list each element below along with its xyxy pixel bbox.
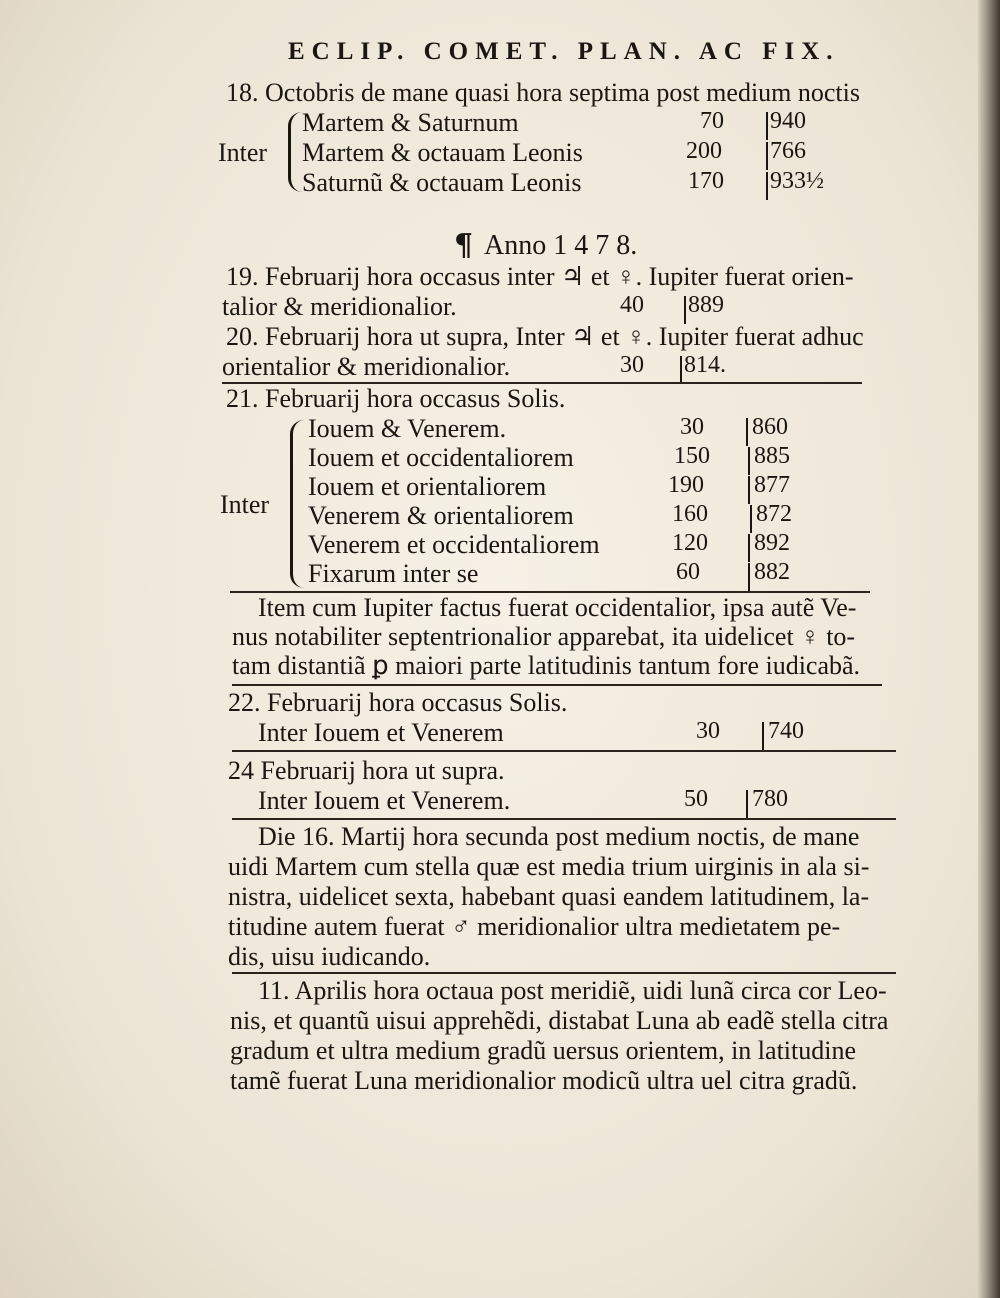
rule bbox=[232, 684, 882, 686]
column-rule bbox=[748, 563, 750, 591]
row-text: Iouem et orientaliorem bbox=[308, 472, 547, 501]
row-value-1: 190 bbox=[668, 472, 704, 498]
entry-20-line: 20. Februarij hora ut supra, Inter ♃ et ♀. Iupiter fuerat adhuc bbox=[226, 322, 864, 351]
paragraph-line: Item cum Iupiter factus fuerat occidentalior, ipsa autẽ Ve- bbox=[258, 593, 857, 622]
entry-22-line: 22. Februarij hora occasus Solis. bbox=[228, 688, 568, 717]
rule bbox=[232, 972, 896, 974]
column-rule bbox=[684, 296, 686, 324]
row-value-1: 70 bbox=[700, 108, 724, 134]
row-value-1: 160 bbox=[672, 501, 708, 527]
inter-label: Inter bbox=[220, 490, 270, 519]
row-value-1: 40 bbox=[620, 292, 644, 318]
entry-22-line: Inter Iouem et Venerem bbox=[258, 718, 504, 747]
row-value-2: 766 bbox=[770, 138, 806, 164]
column-rule bbox=[748, 447, 750, 475]
pilcrow-icon: ¶ bbox=[454, 228, 474, 263]
row-value-1: 170 bbox=[688, 168, 724, 194]
row-value-2: 814. bbox=[684, 352, 726, 378]
row-value-2: 740 bbox=[768, 718, 804, 744]
entry-20-line: orientalior & meridionalior. bbox=[222, 352, 511, 381]
column-rule bbox=[766, 172, 768, 200]
row-value-2: 933½ bbox=[770, 168, 824, 194]
paragraph-line: nus notabiliter septentrionalior apparebat, ita uidelicet ♀ to- bbox=[232, 622, 856, 651]
row-value-1: 50 bbox=[684, 786, 708, 812]
row-value-2: 889 bbox=[688, 292, 724, 318]
row-value-2: 892 bbox=[754, 530, 790, 556]
paragraph-line: tamẽ fuerat Luna meridionalior modicũ ultra uel citra gradũ. bbox=[230, 1066, 858, 1095]
running-header: ECLIP. COMET. PLAN. AC FIX. bbox=[288, 38, 840, 65]
row-text: Martem & Saturnum bbox=[302, 108, 519, 137]
row-text: Venerem & orientaliorem bbox=[308, 501, 574, 530]
row-value-2: 882 bbox=[754, 559, 790, 585]
row-text: Fixarum inter se bbox=[308, 559, 479, 588]
paragraph-line: tam distantiã ꝑ maiori parte latitudinis tantum fore iudicabã. bbox=[232, 651, 861, 680]
row-value-1: 60 bbox=[676, 559, 700, 585]
paragraph-line: 11. Aprilis hora octaua post meridiẽ, uidi lunã circa cor Leo- bbox=[258, 976, 887, 1005]
row-value-1: 30 bbox=[620, 352, 644, 378]
paragraph-line: gradum et ultra medium gradũ uersus orientem, in latitudine bbox=[230, 1036, 857, 1065]
row-value-2: 877 bbox=[754, 472, 790, 498]
row-value-2: 885 bbox=[754, 443, 790, 469]
paragraph-line: nis, et quantũ uisui apprehẽdi, distabat Luna ab eadẽ stella citra bbox=[230, 1006, 889, 1035]
brace bbox=[290, 420, 307, 588]
row-value-2: 872 bbox=[756, 501, 792, 527]
entry-18-line: 18. Octobris de mane quasi hora septima post medium noctis bbox=[226, 78, 860, 107]
column-rule bbox=[748, 534, 750, 562]
row-text: Saturnũ & octauam Leonis bbox=[302, 168, 582, 197]
inter-label: Inter bbox=[218, 138, 268, 167]
entry-24-line: 24 Februarij hora ut supra. bbox=[228, 756, 505, 785]
row-text: Iouem et occidentaliorem bbox=[308, 443, 574, 472]
entry-19-line: 19. Februarij hora occasus inter ♃ et ♀. Iupiter fuerat orien- bbox=[226, 262, 854, 291]
paragraph-line: nistra, uidelicet sexta, habebant quasi eandem latitudinem, la- bbox=[228, 882, 870, 911]
rule bbox=[232, 818, 896, 820]
column-rule bbox=[746, 790, 748, 818]
column-rule bbox=[680, 356, 682, 384]
rule bbox=[232, 750, 896, 752]
column-rule bbox=[750, 505, 752, 533]
row-value-1: 30 bbox=[696, 718, 720, 744]
page-edge-shadow bbox=[978, 0, 1000, 1298]
column-rule bbox=[748, 476, 750, 504]
year-heading: Anno 1 4 7 8. bbox=[484, 230, 638, 261]
row-value-1: 200 bbox=[686, 138, 722, 164]
column-rule bbox=[766, 142, 768, 170]
row-value-1: 120 bbox=[672, 530, 708, 556]
paragraph-line: Die 16. Martij hora secunda post medium noctis, de mane bbox=[258, 822, 860, 851]
entry-19-line: talior & meridionalior. bbox=[222, 292, 457, 321]
row-value-2: 940 bbox=[770, 108, 806, 134]
row-text: Venerem et occidentaliorem bbox=[308, 530, 600, 559]
row-value-2: 780 bbox=[752, 786, 788, 812]
row-value-1: 30 bbox=[680, 414, 704, 440]
column-rule bbox=[746, 418, 748, 446]
entry-24-line: Inter Iouem et Venerem. bbox=[258, 786, 511, 815]
row-value-2: 860 bbox=[752, 414, 788, 440]
column-rule bbox=[762, 722, 764, 750]
paragraph-line: titudine autem fuerat ♂ meridionalior ultra medietatem pe- bbox=[228, 912, 841, 941]
paragraph-line: dis, uisu iudicando. bbox=[228, 942, 431, 971]
column-rule bbox=[766, 112, 768, 140]
entry-21-line: 21. Februarij hora occasus Solis. bbox=[226, 384, 566, 413]
row-value-1: 150 bbox=[674, 443, 710, 469]
paragraph-line: uidi Martem cum stella quæ est media trium uirginis in ala si- bbox=[228, 852, 870, 881]
row-text: Martem & octauam Leonis bbox=[302, 138, 583, 167]
row-text: Iouem & Venerem. bbox=[308, 414, 507, 443]
